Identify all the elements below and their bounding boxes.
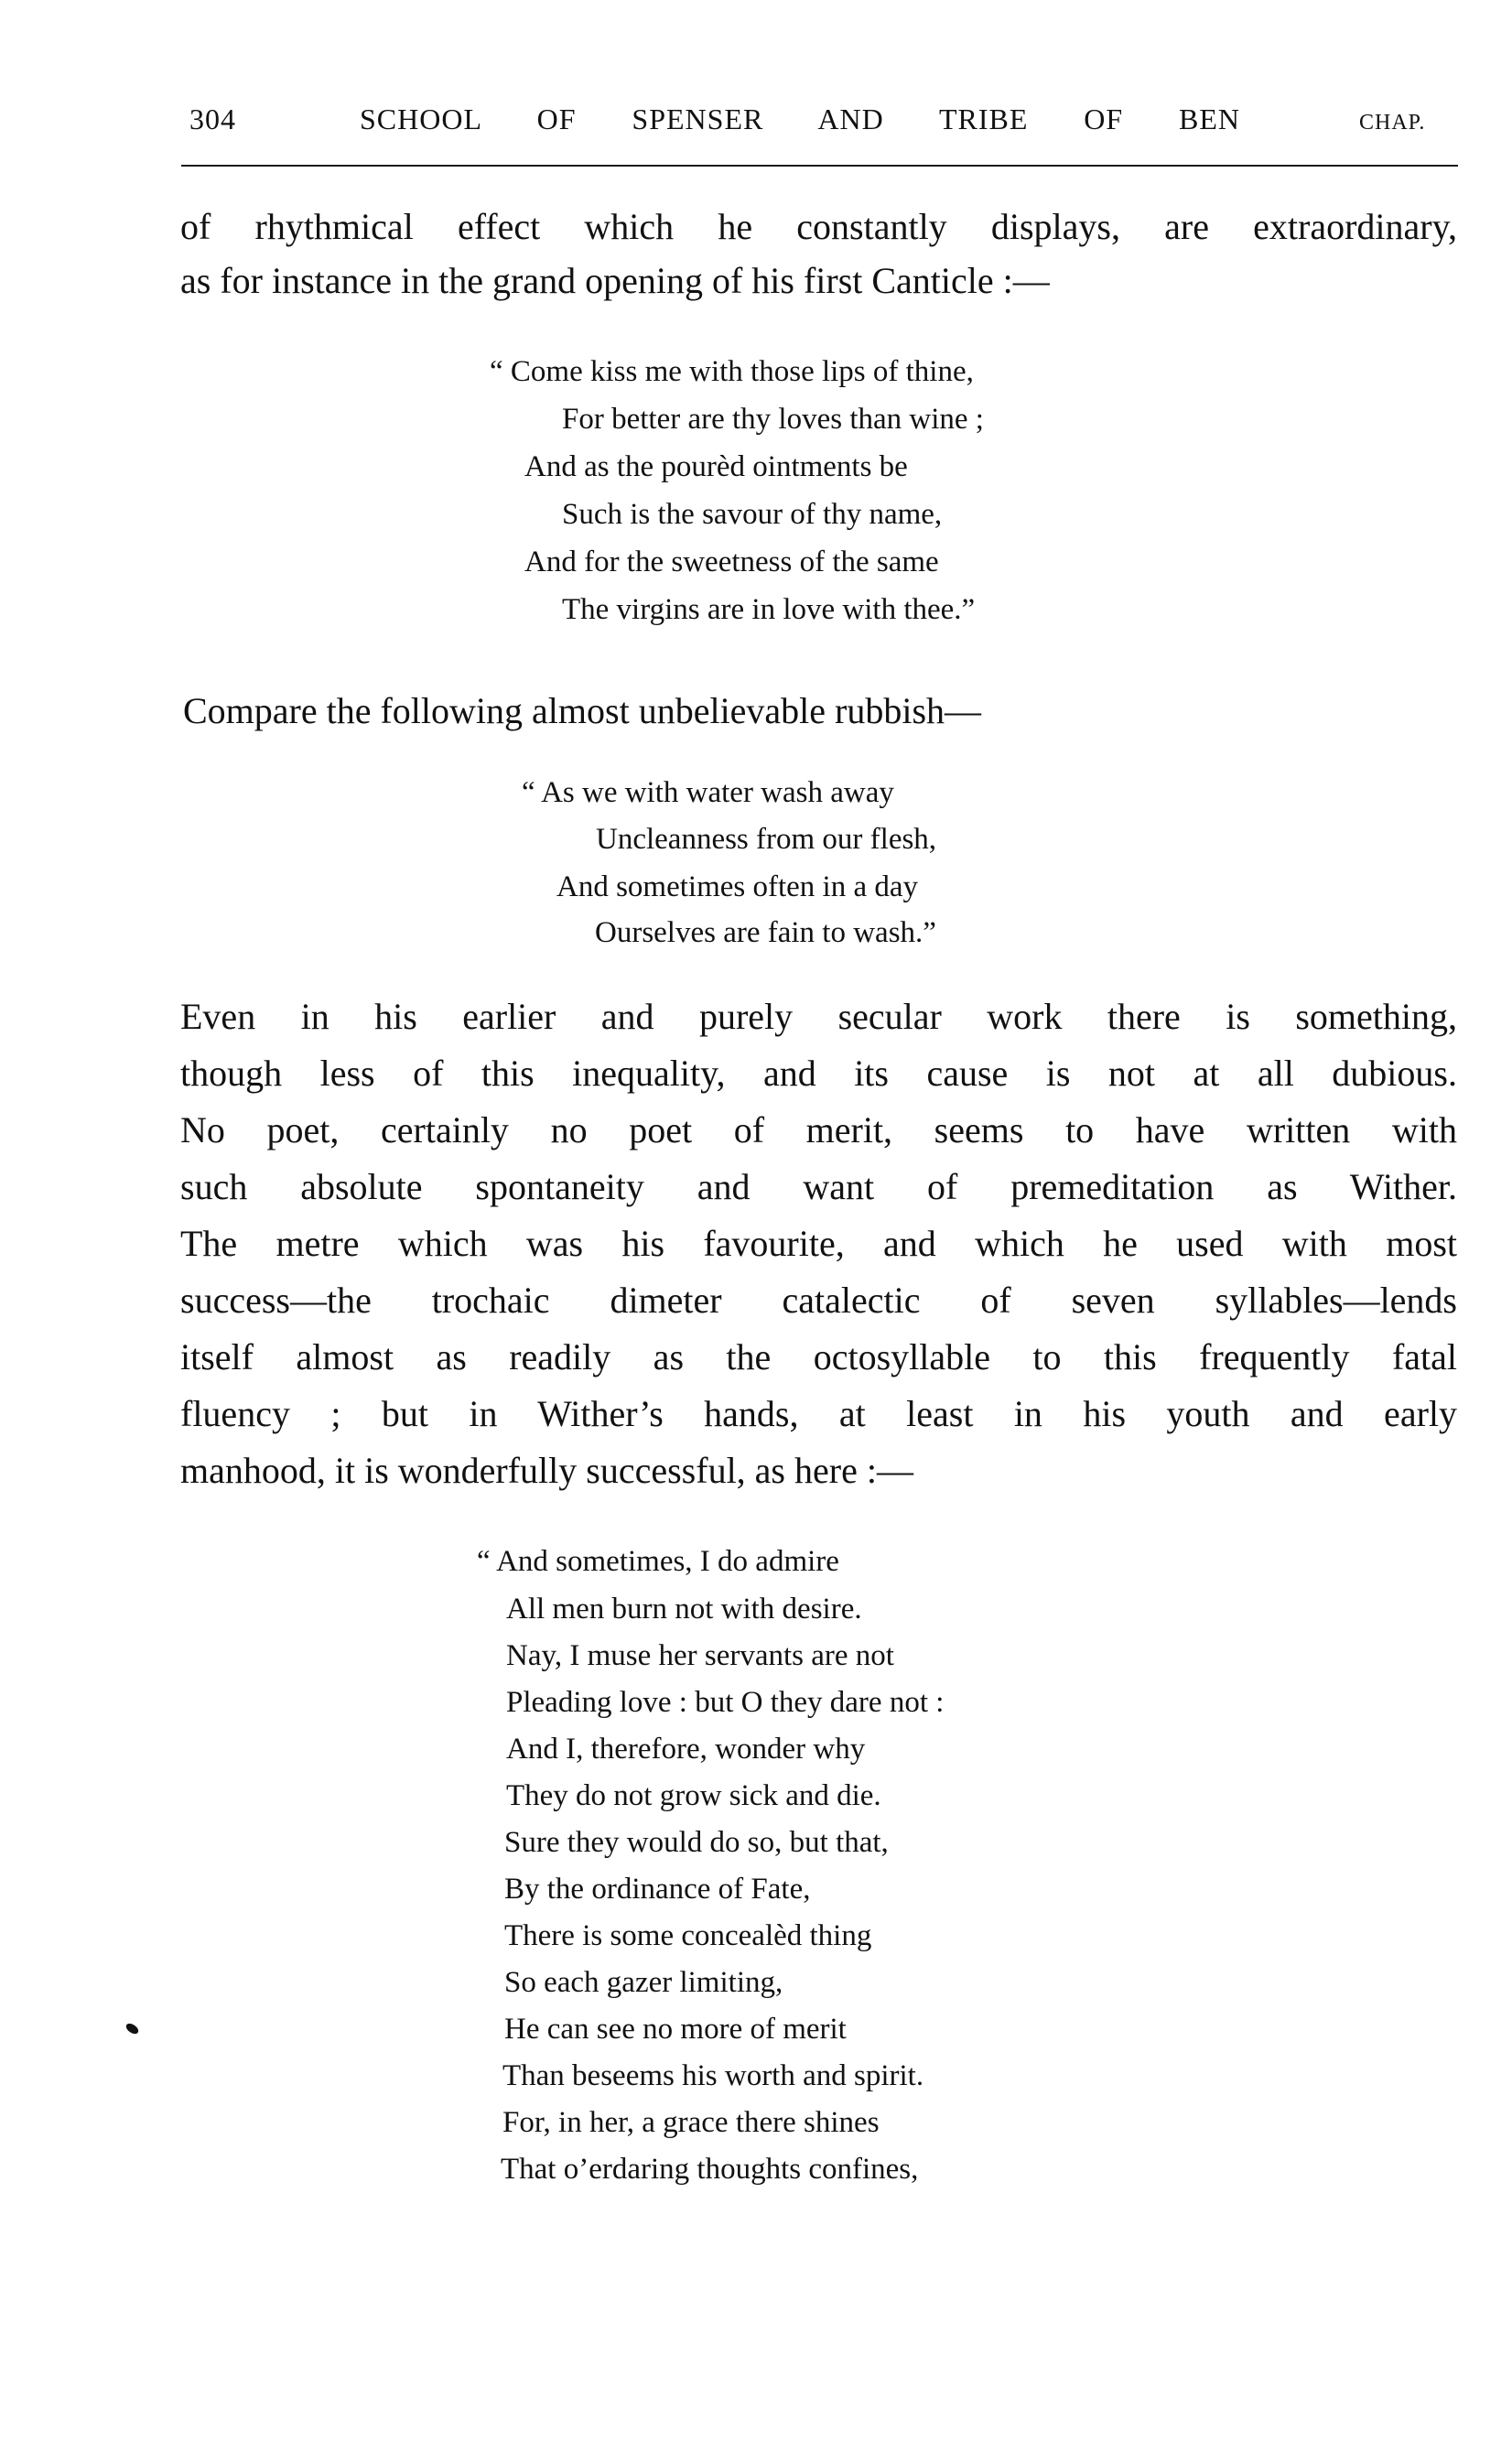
verse-line: For better are thy loves than wine ; [562,403,984,436]
verse-line: “ As we with water wash away [522,776,894,809]
verse-line: That o’erdaring thoughts confines, [501,2153,919,2186]
verse-line: “ Come kiss me with those lips of thine, [490,355,974,388]
verse-line: And sometimes often in a day [556,870,919,903]
verse-line: Nay, I muse her servants are not [506,1639,894,1672]
body-line: of rhythmical effect which he constantly displays, are extraordinary, [180,206,1457,247]
verse-line: “ And sometimes, I do admire [477,1545,839,1578]
page-number: 304 [189,103,236,135]
verse-line: They do not grow sick and die. [506,1779,881,1812]
verse-line: The virgins are in love with thee.” [562,593,976,626]
verse-line: There is some concealèd thing [504,1919,872,1952]
body-line: itself almost as readily as the octosyllable to this frequently fatal [180,1336,1457,1377]
body-line: Even in his earlier and purely secular work there is something, [180,996,1457,1037]
verse-line: Pleading love : but O they dare not : [506,1686,945,1719]
verse-line: And I, therefore, wonder why [506,1733,866,1766]
verse-line: By the ordinance of Fate, [504,1873,811,1906]
verse-line: For, in her, a grace there shines [502,2106,880,2139]
body-line: though less of this inequality, and its cause is not at all dubious. [180,1053,1457,1094]
verse-line: And as the pourèd ointments be [524,450,908,483]
body-line: manhood, it is wonderfully successful, as here :— [180,1450,913,1491]
verse-line: And for the sweetness of the same [524,546,939,578]
verse-line: Such is the savour of thy name, [562,498,943,531]
body-line: Compare the following almost unbelievable rubbish— [183,690,982,731]
verse-line: All men burn not with desire. [506,1593,862,1626]
verse-line: Uncleanness from our flesh, [596,823,937,856]
chapter-label: CHAP. [1359,111,1426,135]
verse-line: So each gazer limiting, [504,1966,783,1999]
verse-line: Ourselves are fain to wash.” [595,916,936,949]
ink-speck [124,2022,140,2036]
body-line: as for instance in the grand opening of his first Canticle :— [180,260,1050,301]
body-line: The metre which was his favourite, and which he used with most [180,1223,1457,1264]
body-line: success—the trochaic dimeter catalectic of seven syllables—lends [180,1280,1457,1321]
verse-line: He can see no more of merit [504,2013,847,2046]
body-line: No poet, certainly no poet of merit, seems to have written with [180,1109,1457,1150]
verse-line: Than beseems his worth and spirit. [502,2059,924,2092]
body-line: such absolute spontaneity and want of premeditation as Wither. [180,1166,1457,1207]
body-line: fluency ; but in Wither’s hands, at least in his youth and early [180,1393,1457,1434]
verse-line: Sure they would do so, but that, [504,1826,889,1859]
header-rule [181,165,1458,167]
running-title: SCHOOL OF SPENSER AND TRIBE OF BEN [360,103,1240,135]
